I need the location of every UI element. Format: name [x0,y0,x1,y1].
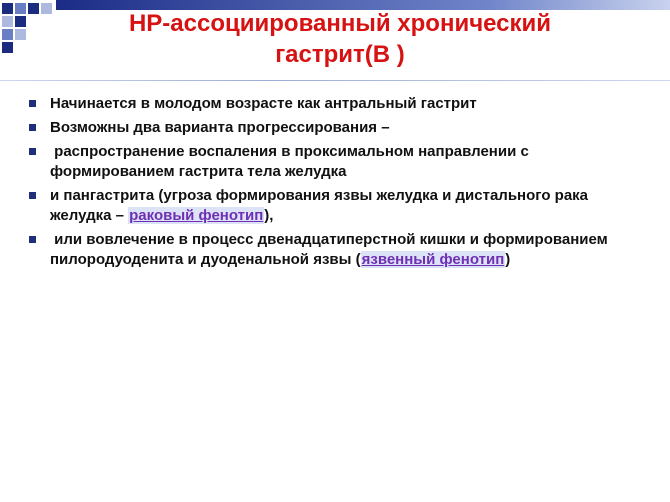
corner-square [15,3,26,14]
slide-title [40,8,640,70]
square-bullet-icon [29,236,36,243]
bullet-text: Возможны два варианта прогрессирования – [50,119,390,136]
title-divider [0,80,670,81]
bullet-text: распространение воспаления в проксимальном направлении с формированием гастрита тела желудка [50,143,533,180]
corner-square [2,42,13,53]
bullet-text: Начинается в молодом возрасте как антральный гастрит [50,95,477,112]
bullet-text: или вовлечение в процесс двенадцатиперстной кишки и формированием пилородуоденита и дуоденальной язвы [50,231,612,268]
square-bullet-icon [29,192,36,199]
bullet-list [28,94,646,274]
bullet-text-tail: ) [505,251,511,268]
ulcer-phenotype-link[interactable]: язвенный фенотип [361,251,505,268]
bullet-paren-open: ( [355,251,361,268]
bullet-text: и пангастрита (угроза формирования язвы желудка и дистального рака желудка – [50,187,589,224]
bullet-item [28,186,646,226]
corner-square [15,16,26,27]
corner-square [2,3,13,14]
slide-title-line2: гастрит(В ) [275,41,405,68]
cancer-phenotype-link[interactable]: раковый фенотип [129,207,264,224]
bullet-text-tail: ), [264,207,274,224]
slide-title-line1: НР-ассоциированный хронический [128,10,552,37]
bullet-item [28,142,646,182]
corner-square [15,29,26,40]
square-bullet-icon [29,100,36,107]
bullet-item [28,230,646,270]
corner-square [2,29,13,40]
bullet-item [28,94,646,114]
bullet-item [28,118,646,138]
corner-square [28,3,39,14]
corner-square [2,16,13,27]
square-bullet-icon [29,148,36,155]
square-bullet-icon [29,124,36,131]
